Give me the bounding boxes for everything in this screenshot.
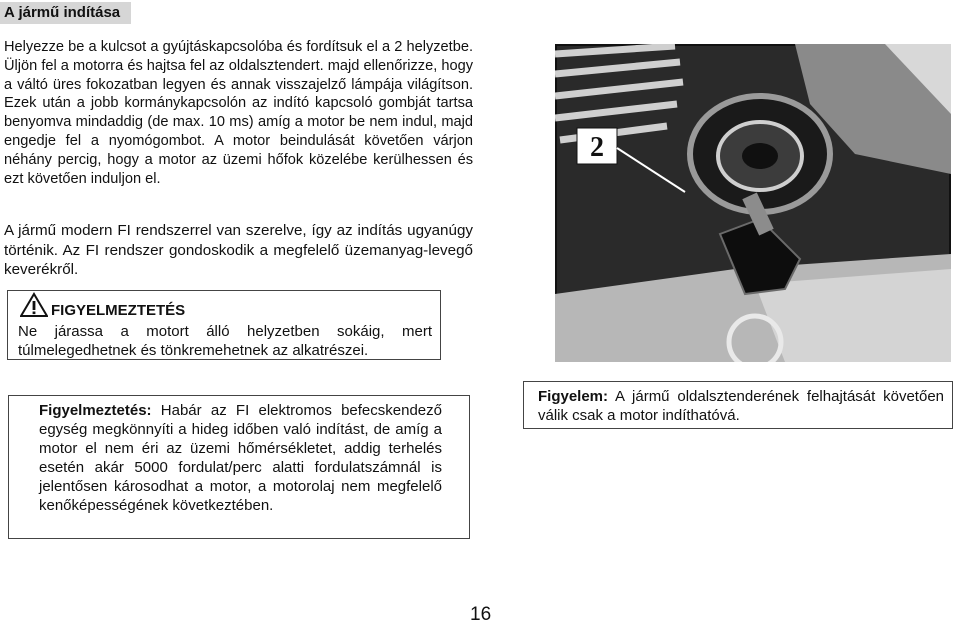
warning-text: Ne járassa a motort álló helyzetben sokáig, mert túlmelegedhetnek és tönkremehetnek az alkatrészei. — [18, 323, 432, 359]
warning-triangle-icon — [20, 292, 48, 318]
caution-note-text: Habár az FI elektromos befecskendező egység megkönnyíti a hideg időben való indítást, de amíg a motor el nem éri az üzemi hőmérsékletet, addig terhelés esetén akár 5000 fordulat/perc alatti fordulatszámnál is jelentősen károsodhat a motor, a motorolaj nem megfelelő kenőképességének következtében. — [39, 402, 442, 514]
caution-note — [39, 402, 442, 515]
sidestand-note — [538, 388, 944, 425]
sidestand-note-label: Figyelem: — [538, 388, 609, 405]
warning-title: FIGYELMEZTETÉS — [51, 302, 186, 319]
photo-callout-number: 2 — [590, 132, 604, 163]
caution-note-label: Figyelmeztetés: — [39, 402, 152, 419]
fi-paragraph: A jármű modern FI rendszerrel van szerelve, így az indítás ugyanúgy történik. Az FI rendszer gondoskodik a megfelelő üzemanyag-levegő keverékről. — [4, 222, 473, 278]
ignition-switch-photo — [555, 44, 951, 362]
sidestand-note-box — [523, 381, 953, 429]
intro-paragraph: Helyezze be a kulcsot a gyújtáskapcsolóba és fordítsuk el a 2 helyzetbe. Üljön fel a motorra és hajtsa fel az oldalsztendert. majd ellenőrizze, hogy a váltó üres fokozatban legyen és annak visszajelző lámpája világítson. Ezek után a jobb kormánykapcsolón az indító kapcsoló gombját tartsa benyomva mindaddig (de max. 10 ms) amíg a motor be nem indul, majd engedje fel a nyomógombot. A motor beindulását követően várjon néhány percig, hogy a motor az üzemi hőfok közelébe kerülhessen és ezt követően induljon el. — [4, 39, 473, 187]
sidestand-note-text: A jármű oldalsztenderének felhajtását követően válik csak a motor indíthatóvá. — [538, 388, 944, 424]
section-heading: A jármű indítása — [0, 2, 131, 24]
caution-note-box — [8, 395, 470, 539]
warning-box — [7, 290, 441, 360]
page-number: 16 — [470, 604, 492, 625]
